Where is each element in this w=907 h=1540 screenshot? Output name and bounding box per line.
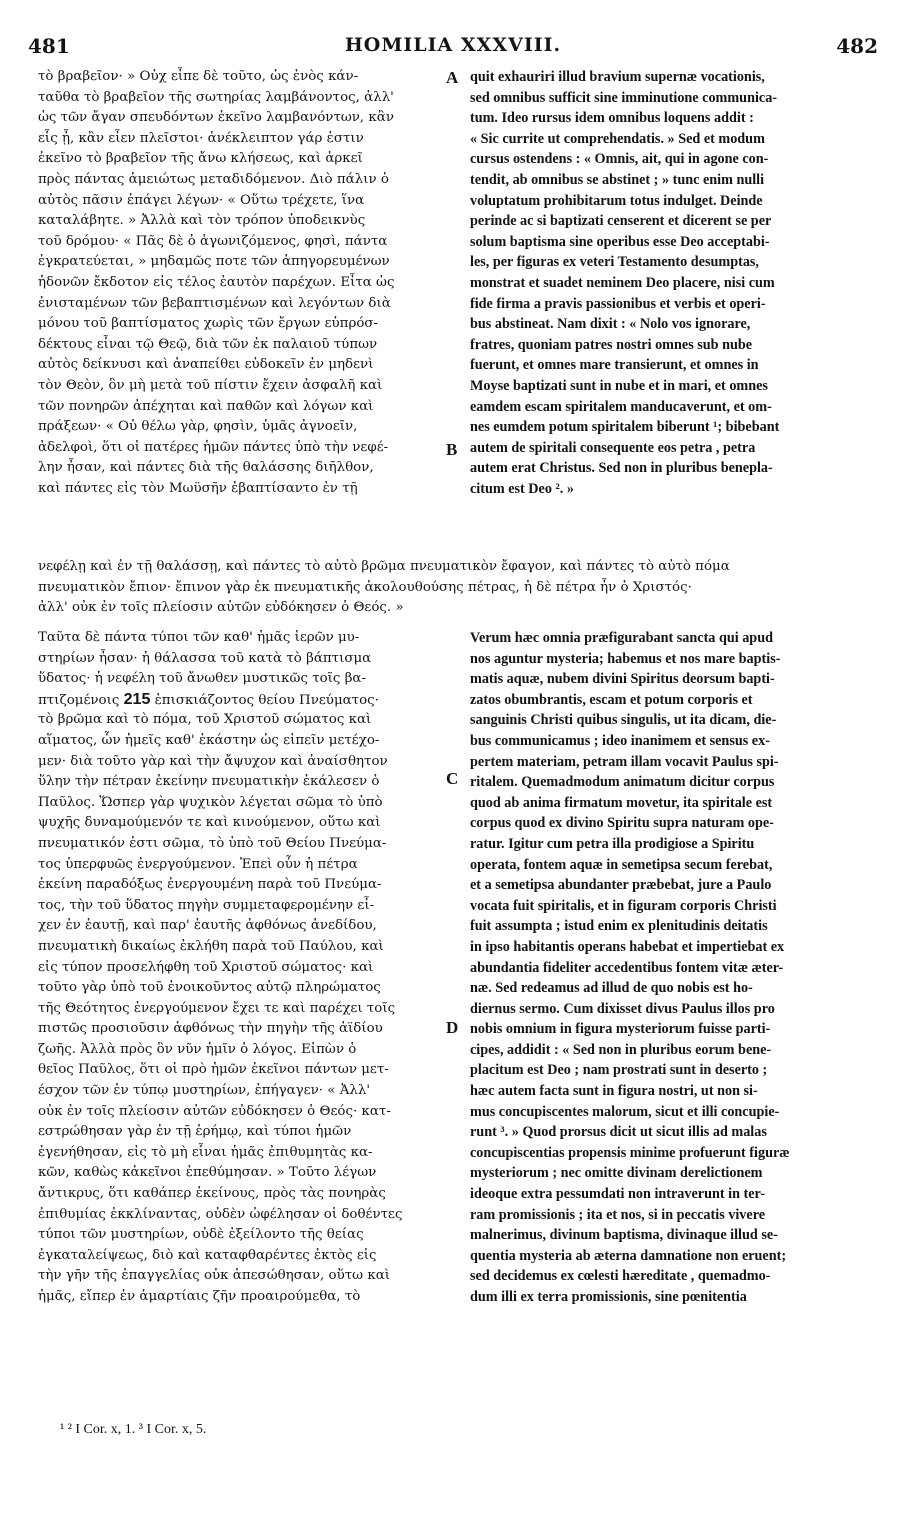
text-line: ἡδονῶν ἔκδοτον εἰς τέλος ἑαυτὸν παρέχων. Εἶτα ὡς xyxy=(38,274,395,290)
text-line: ζωῆς. Ἀλλὰ πρὸς ὃν νῦν ἡμῖν ὁ λόγος. Εἰπὼν ὁ xyxy=(38,1041,357,1057)
text-line: sanguinis Christi quibus singulis, ut ita dicam, die- xyxy=(470,712,777,729)
greek-column-top xyxy=(38,67,458,499)
text-line: τοῦ δρόμου· « Πᾶς δὲ ὁ ἀγωνιζόμενος, φησὶ, πάντα xyxy=(38,233,388,249)
text-line: δέκτους εἶναι τῷ Θεῷ, διὰ τῶν ἐκ παλαιοῦ τύπων xyxy=(38,336,378,352)
text-line: ψυχῆς δυναμούμενόν τε καὶ κινούμενον, οὕτω καὶ xyxy=(38,815,381,831)
margin-letter-b: B xyxy=(446,440,458,459)
text-line: mysteriorum ; nec omitte divinam derelictionem xyxy=(470,1165,763,1182)
text-line: voluptatum prohibitarum totus indulget. Deinde xyxy=(470,192,763,209)
text-line: τοῦτο γὰρ ὑπὸ τοῦ ἐνοικοῦντος αὐτῷ πληρώματος xyxy=(38,980,381,996)
text-line: monstrat et suadet neminem Deo placere, nisi cum xyxy=(470,274,775,291)
text-line: nobis omnium in figura mysteriorum fuisse parti- xyxy=(470,1021,771,1038)
text-line xyxy=(38,690,455,711)
text-line: fratres, quoniam patres nostri omnes sub nube xyxy=(470,336,753,353)
text-line: ὡς τῶν ἄγαν σπευδόντων ἐκεῖνο λαμβανόντων, κἂν xyxy=(38,110,394,126)
text-line: καταλάβητε. » Ἀλλὰ καὶ τὸν τρόπον ὑποδεικνὺς xyxy=(38,213,366,229)
text-line: τῶν πονηρῶν ἀπέχηται καὶ παθῶν καὶ λόγων καὶ xyxy=(38,398,374,414)
text-line: οὐκ ἐν τοῖς πλείοσιν αὐτῶν εὐδόκησεν ὁ Θεός· κατ- xyxy=(38,1103,391,1119)
text-line: τὴν γῆν τῆς ἐπαγγελίας οὐκ ἀπεσώθησαν, οὕτω καὶ xyxy=(38,1268,390,1284)
text-line: hæc autem facta sunt in figura nostri, ut non si- xyxy=(470,1083,758,1100)
text-line: πνευματικόν ἐστι σῶμα, τὸ ὑπὸ τοῦ Θείου Πνεύμα- xyxy=(38,835,387,851)
latin-column-bottom xyxy=(470,628,875,1308)
text-line: λην ἦσαν, καὶ πάντες διὰ τῆς θαλάσσης διῆλθον, xyxy=(38,460,374,476)
text-line: bus abstineat. Nam dixit : « Nolo vos ignorare, xyxy=(470,316,751,333)
greek-column-bottom xyxy=(38,628,455,1308)
text-line: in ipso habitantis operans habebat et impertiebat ex xyxy=(470,938,785,955)
text-line: εἷς ᾖ, κἂν εἶεν πλεῖστοι· ἀνέκλειπτον γάρ ἐστιν xyxy=(38,130,364,146)
text-line: mus concupiscentes malorum, sicut et illi concupie- xyxy=(470,1103,780,1120)
text-line: πνευματικὴ δικαίως ἐκλήθη παρὰ τοῦ Παύλου, καὶ xyxy=(38,938,384,954)
text-line: quod ab anima firmatum movetur, ita spiritale est xyxy=(470,794,773,811)
text-line: nes eumdem potum spiritalem biberunt ¹; bibebant xyxy=(470,419,780,436)
text-line: Verum hæc omnia præfigurabant sancta qui apud xyxy=(470,630,773,646)
text-line: στηρίων ἦσαν· ἡ θάλασσα τοῦ κατὰ τὸ βάπτισμα xyxy=(38,650,372,666)
page-number-right: 482 xyxy=(836,34,878,58)
text-line: ἐνισταμένων τῶν βεβαπτισμένων καὶ λεγόντων διὰ xyxy=(38,295,391,311)
text-line: τῆς Θεότητος ἐνεργούμενον ἔχει τε καὶ παρέχει τοῖς xyxy=(38,1000,396,1016)
text-line: abundantia fideliter accedentibus fontem vitæ æter- xyxy=(470,959,784,976)
text-line: εἰς τύπον προσελήφθη τοῦ Χριστοῦ σώματος· καὶ xyxy=(38,959,374,975)
text-line: πνευματικὸν ἔπιον· ἔπινον γὰρ ἐκ πνευματικῆς ἀκολουθούσης πέτρας, ἡ δὲ πέτρα ἦν ὁ Χριστός· xyxy=(38,579,692,595)
text-line-start: πτιζομένοις xyxy=(38,692,120,708)
text-line: ἐκείνη παραδόξως ἐνεργουμένη παρὰ τοῦ Πνεύμα- xyxy=(38,877,382,893)
text-line: pertem materiam, petram illam vocavit Paulus spi- xyxy=(470,753,779,770)
text-line: placitum est Deo ; nam prostrati sunt in deserto ; xyxy=(470,1062,768,1079)
text-line: ἄντικρυς, ὅτι καθάπερ ἐκείνους, πρὸς τὰς πονηρὰς xyxy=(38,1186,386,1202)
text-line: ἐγκρατεύεται, » μηδαμῶς ποτε τῶν ἀπηγορευμένων xyxy=(38,254,390,270)
text-line: ἐγκαταλείψεως, διὸ καὶ καταφθαρέντες ἐκτὸς εἰς xyxy=(38,1247,377,1263)
homily-title: HOMILIA XXXVIII. xyxy=(344,34,562,56)
text-line: χεν ἐν ἑαυτῇ, καὶ παρ' ἑαυτῆς ἀφθόνως ἀνεδίδου, xyxy=(38,918,377,934)
latin-column-top xyxy=(470,67,875,499)
text-line: ratur. Igitur cum petra illa prodigiose a Spiritu xyxy=(470,835,755,852)
text-line: πιστῶς προσιοῦσιν ἀφθόνως τὴν πηγὴν τῆς ἀϊδίου xyxy=(38,1021,383,1037)
text-line: εστρώθησαν γὰρ ἐν τῇ ἐρήμῳ, καὶ τύποι ἡμῶν xyxy=(38,1124,352,1140)
text-line: ram promissionis ; ita et nos, si in peccatis vivere xyxy=(470,1206,766,1223)
margin-letter-d: D xyxy=(446,1018,459,1037)
text-line: autem erat Christus. Sed non in pluribus benepla- xyxy=(470,460,773,477)
text-line: næ. Sed redeamus ad illud de quo nobis est ho- xyxy=(470,980,753,997)
text-line: νεφέλῃ καὶ ἐν τῇ θαλάσσῃ, καὶ πάντες τὸ αὐτὸ βρῶμα πνευματικὸν ἔφαγον, καὶ πάντες τὸ αὐτὸ πόμα xyxy=(38,559,730,574)
running-header xyxy=(28,32,878,62)
text-line: τὸ βραβεῖον· » Οὐχ εἶπε δὲ τοῦτο, ὡς ἑνὸς κάν- xyxy=(38,69,359,84)
text-line: ἡμᾶς, εἴπερ ἐν ἁμαρτίαις ζῆν προαιρούμεθα, τὸ xyxy=(38,1289,361,1304)
text-line: concupiscentias propensis minime profuerunt figuræ xyxy=(470,1144,790,1161)
text-line: Moyse baptizati sunt in nube et in mari, et omnes xyxy=(470,377,768,394)
text-line: tendit, ab omnibus se abstinet ; » tunc enim nulli xyxy=(470,171,765,188)
text-line: τὸ βρῶμα καὶ τὸ πόμα, τοῦ Χριστοῦ σώματος καὶ xyxy=(38,712,372,728)
text-line: tum. Ideo rursus idem omnibus loquens addit : xyxy=(470,110,754,127)
text-line: zatos obumbrantis, escam et potum corporis et xyxy=(470,691,753,708)
text-line: perinde ac si baptizati censerent et dicerent se per xyxy=(470,213,772,230)
text-line: sed decidemus ex cœlesti hæreditate , quemadmo- xyxy=(470,1268,771,1285)
column-number-marker: 215 xyxy=(123,690,151,708)
text-line: ἐγενήθησαν, εἰς τὸ μὴ εἶναι ἡμᾶς ἐπιθυμητὰς κα- xyxy=(38,1144,373,1160)
text-line: τὸν Θεὸν, ὃν μὴ μετὰ τοῦ πίστιν ἔχειν ἀσφαλῆ καὶ xyxy=(38,377,383,393)
text-line: Ταῦτα δὲ πάντα τύποι τῶν καθ' ἡμᾶς ἱερῶν μυ- xyxy=(38,630,360,645)
text-line-continuation: ἐπισκιάζοντος θείου Πνεύματος· xyxy=(154,692,379,708)
text-line: τύποι τῶν μυστηρίων, οὐδὲ ἐξείλοντο τῆς θείας xyxy=(38,1227,364,1243)
text-line: corpus quod ex divino Spiritu supra naturam ope- xyxy=(470,815,774,832)
text-line: eamdem escam spiritalem manducaverunt, et om- xyxy=(470,398,772,415)
text-line: έσχον τῶν ἐν τύπῳ μυστηρίων, ἐπήγαγεν· « Ἀλλ' xyxy=(38,1083,371,1099)
footnotes: ¹ ² I Cor. x, 1. ³ I Cor. x, 5. xyxy=(60,1422,207,1437)
text-line: fide firma a pravis passionibus et verbis et operi- xyxy=(470,295,766,312)
text-line: ἀδελφοὶ, ὅτι οἱ πατέρες ἡμῶν πάντες ὑπὸ τὴν νεφέ- xyxy=(38,439,389,455)
text-line: les, per figuras ex veteri Testamento desumptas, xyxy=(470,254,759,271)
text-line: cursus ostendens : « Omnis, ait, qui in agone con- xyxy=(470,151,769,168)
text-line: ταῦθα τὸ βραβεῖον τῆς σωτηρίας λαμβάνοντος, ἀλλ' xyxy=(38,89,394,105)
text-line: ὕδατος· ἡ νεφέλη τοῦ ἄνωθεν μυστικῶς τοῖς βα- xyxy=(38,671,366,687)
greek-full-width-passage xyxy=(38,557,878,619)
text-line: fuerunt, et omnes mare transierunt, et omnes in xyxy=(470,357,759,374)
text-line: μεν· διὰ τοῦτο γὰρ καὶ τὴν ἄψυχον καὶ ἀναίσθητον xyxy=(38,753,388,769)
text-line: et a semetipsa abundanter præbebat, jure a Paulo xyxy=(470,877,772,894)
text-line: αὐτὸς πᾶσιν ἐπάγει λέγων· « Οὕτω τρέχετε, ἵνα xyxy=(38,192,365,208)
text-line: vocata fuit spiritalis, et in figuram corporis Christi xyxy=(470,897,777,914)
text-line: citum est Deo ². » xyxy=(470,480,574,497)
text-line: quit exhauriri illud bravium supernæ vocationis, xyxy=(470,69,765,85)
text-line: ideoque extra pessumdati non intraverunt in ter- xyxy=(470,1186,766,1203)
text-line: τος ὑπερφυῶς ἐνεργούμενον. Ἐπεὶ οὖν ἡ πέτρα xyxy=(38,856,358,872)
text-line: κῶν, καθὼς κἀκεῖνοι ἐπεθύμησαν. » Τοῦτο λέγων xyxy=(38,1165,377,1181)
text-line: αἵματος, ὧν ἡμεῖς καθ' ἑκάστην ὡς εἰπεῖν μετέχο- xyxy=(38,732,380,748)
text-line: solum baptisma sine operibus esse Deo acceptabi- xyxy=(470,233,770,250)
text-line: cipes, addidit : « Sed non in pluribus eorum bene- xyxy=(470,1041,772,1058)
text-line: autem de spiritali consequente eos petra , petra xyxy=(470,439,756,456)
text-line: nos aguntur mysteria; habemus et nos mare baptis- xyxy=(470,650,781,667)
text-line: « Sic currite ut comprehendatis. » Sed et modum xyxy=(470,130,765,147)
text-line: ἐκεῖνο τὸ βραβεῖον τῆς ἄνω κλήσεως, καὶ ἀρκεῖ xyxy=(38,151,363,167)
text-line: πρὸς πάντας ἀμειώτως μεταδιδόμενον. Διὸ πάλιν ὁ xyxy=(38,171,389,187)
text-line: fuit assumpta ; istud enim ex plenitudinis deitatis xyxy=(470,918,768,935)
text-line: matis aquæ, nubem divini Spiritus deorsum bapti- xyxy=(470,671,775,688)
text-line: sed omnibus sufficit sine imminutione communica- xyxy=(470,89,778,106)
text-line: ὕλην τὴν πέτραν ἐκείνην πνευματικὴν ἐκάλεσεν ὁ xyxy=(38,774,380,790)
text-line: Παῦλος. Ὥσπερ γὰρ ψυχικὸν λέγεται σῶμα τὸ ὑπὸ xyxy=(38,794,383,810)
text-line: αὐτὸς δείκνυσι καὶ ἀναπείθει εὐδοκεῖν ἐν μηδενὶ xyxy=(38,357,374,373)
text-line: τος, τὴν τοῦ ὕδατος πηγὴν συμμεταφερομένην εἶ- xyxy=(38,897,375,913)
text-line: quentia mysteria ab æterna damnatione non eruent; xyxy=(470,1247,787,1264)
text-line: runt ³. » Quod prorsus dicit ut sicut illis ad malas xyxy=(470,1124,767,1141)
margin-letter-c: C xyxy=(446,769,459,788)
margin-letter-a: A xyxy=(446,68,459,87)
text-line: ritalem. Quemadmodum animatum dicitur corpus xyxy=(470,774,775,791)
text-line: diernus sermo. Cum dixisset divus Paulus illos pro xyxy=(470,1000,775,1017)
text-line: dum illi ex terra promissionis, sine pœnitentia xyxy=(470,1289,747,1305)
text-line: malnerimus, divinum baptisma, divinaque illud se- xyxy=(470,1227,778,1244)
text-line: operata, fontem aquæ in semetipsa secum ferebat, xyxy=(470,856,773,873)
text-line: πράξεων· « Οὐ θέλω γὰρ, φησὶν, ὑμᾶς ἀγνοεῖν, xyxy=(38,419,358,435)
text-line: θεῖος Παῦλος, ὅτι οἱ πρὸ ἡμῶν ἐκεῖνοι πάντων μετ- xyxy=(38,1062,389,1078)
text-line: καὶ πάντες εἰς τὸν Μωϋσῆν ἐβαπτίσαντο ἐν τῇ xyxy=(38,480,358,496)
page-number-left: 481 xyxy=(28,34,70,58)
text-line: ἐπιθυμίας ἐκκλίναντας, οὐδὲν ὠφέλησαν οἱ δοθέντες xyxy=(38,1206,403,1222)
text-line: μόνου τοῦ βαπτίσματος χωρὶς τῶν ἔργων εὐπρόσ- xyxy=(38,316,379,332)
text-line: ἀλλ' οὐκ ἐν τοῖς πλείοσιν αὐτῶν εὐδόκησεν ὁ Θεός. » xyxy=(38,600,404,616)
text-line: bus communicamus ; ideo inanimem et sensus ex- xyxy=(470,732,770,749)
